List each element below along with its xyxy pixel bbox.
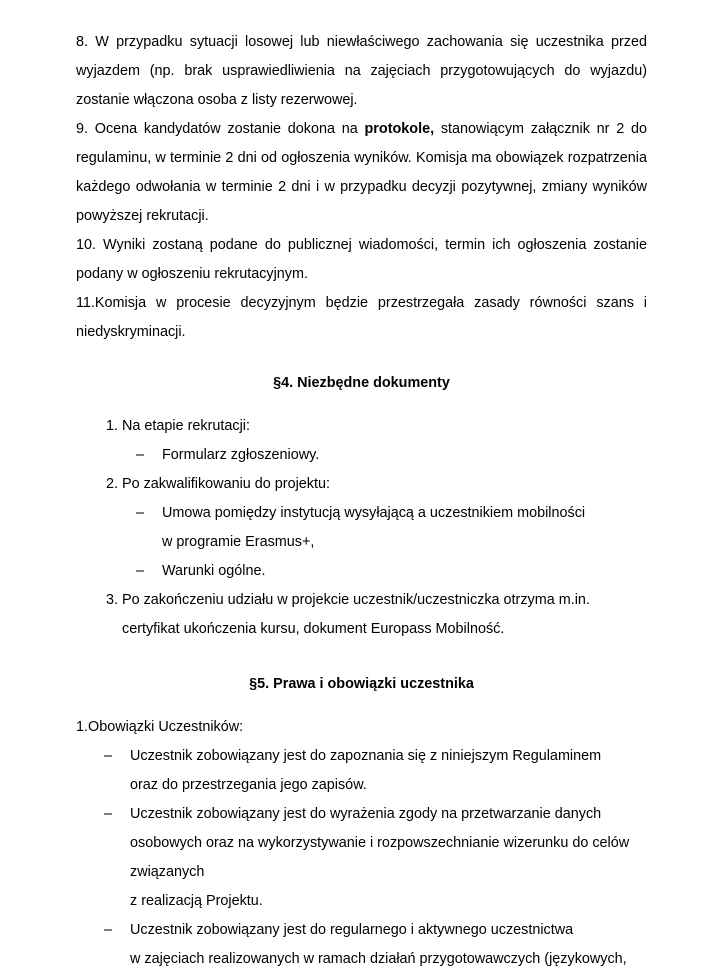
spacer-after-section-4-heading	[76, 398, 647, 412]
sub-item-text: Warunki ogólne.	[162, 563, 266, 579]
list-item-text-line-2: certyfikat ukończenia kursu, dokument Europass Mobilność.	[122, 621, 505, 637]
dash-marker: –	[104, 922, 113, 938]
list-marker: 1.	[105, 418, 118, 434]
paragraph-9	[76, 115, 647, 231]
section-4-item-2-sublist	[122, 499, 647, 586]
paragraph-11: 11.Komisja w procesie decyzyjnym będzie przestrzegała zasady równości szans i niedyskryminacji.	[76, 295, 647, 340]
dash-marker: –	[136, 505, 145, 521]
section-4-item-3	[76, 586, 647, 644]
section-5-list	[76, 742, 647, 974]
list-marker: 3.	[105, 592, 118, 608]
section-5-item-2-line-2: osobowych oraz na wykorzystywanie i rozpowszechnianie wizerunku do celów	[130, 835, 630, 851]
section-5-item-2	[76, 800, 647, 916]
section-4-heading: §4. Niezbędne dokumenty	[273, 375, 450, 391]
spacer-before-section-4	[76, 347, 647, 369]
paragraph-9-text-before: 9. Ocena kandydatów zostanie dokona na	[76, 121, 365, 137]
section-5-item-1	[76, 742, 647, 800]
section-4-item-1-sub-1	[122, 441, 647, 470]
sub-item-text: Umowa pomiędzy instytucją wysyłającą a uczestnikiem mobilności	[162, 505, 586, 521]
paragraph-8: 8. W przypadku sytuacji losowej lub niewłaściwego zachowania się uczestnika przed wyjazdem (np. brak usprawiedliwienia na zajęciach przygotowujących do wyjazdu) zostanie włączona osoba z listy rezerwowej.	[76, 34, 647, 108]
section-5-item-1-line-2: oraz do przestrzegania jego zapisów.	[130, 777, 367, 793]
list-item-text: Po zakwalifikowaniu do projektu:	[122, 476, 330, 492]
section-5-item-3-line-1: Uczestnik zobowiązany jest do regularnego i aktywnego uczestnictwa	[130, 922, 574, 938]
section-5-item-1-line-1: Uczestnik zobowiązany jest do zapoznania się z niniejszym Regulaminem	[130, 748, 602, 764]
spacer-after-section-5-heading	[76, 699, 647, 713]
dash-marker: –	[136, 447, 145, 463]
section-4-list	[76, 412, 647, 644]
section-5-item-2-line-4: z realizacją Projektu.	[130, 893, 263, 909]
list-item-text: Po zakończeniu udziału w projekcie uczestnik/uczestniczka otrzyma m.in.	[122, 592, 590, 608]
dash-marker: –	[136, 563, 145, 579]
section-5-item-2-line-3: związanych	[130, 864, 205, 880]
section-5-item-2-line-1: Uczestnik zobowiązany jest do wyrażenia zgody na przetwarzanie danych	[130, 806, 602, 822]
sub-item-text: Formularz zgłoszeniowy.	[162, 447, 320, 463]
dash-marker: –	[104, 748, 113, 764]
paragraph-9-bold-term: protokole,	[364, 121, 435, 137]
paragraph-9-text-after: stanowiącym załącznik nr 2 do regulaminu, w terminie 2 dni od ogłoszenia wyników. Komisja ma obowiązek rozpatrzenia każdego odwołania w terminie 2 dni i w przypadku decyzji pozytywnej, zmiany wyników powyższej rekrutacji.	[76, 121, 647, 224]
section-4-item-1-sublist	[122, 441, 647, 470]
sub-item-text-line-2: w programie Erasmus+,	[162, 534, 315, 550]
spacer-before-section-5	[76, 644, 647, 670]
list-item-text: Na etapie rekrutacji:	[122, 418, 250, 434]
section-4-item-1	[76, 412, 647, 470]
section-5-heading: §5. Prawa i obowiązki uczestnika	[249, 676, 474, 692]
dash-marker: –	[104, 806, 113, 822]
section-5-item-3-line-2: w zajęciach realizowanych w ramach działań przygotowawczych (językowych,	[130, 951, 627, 967]
section-4-item-2-sub-2	[122, 557, 647, 586]
paragraph-10: 10. Wyniki zostaną podane do publicznej wiadomości, termin ich ogłoszenia zostanie podany w ogłoszeniu rekrutacyjnym.	[76, 237, 647, 282]
section-5-intro: 1.Obowiązki Uczestników:	[76, 719, 244, 735]
section-4-item-2-sub-1	[122, 499, 647, 557]
list-marker: 2.	[105, 476, 118, 492]
section-5-item-3	[76, 916, 647, 974]
section-4-item-2	[76, 470, 647, 586]
